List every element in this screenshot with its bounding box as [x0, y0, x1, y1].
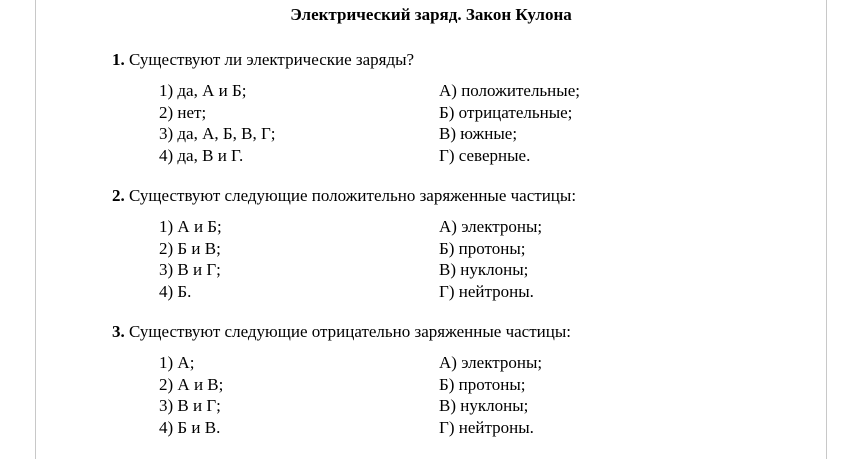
- answer-item: 3) да, А, Б, В, Г;: [159, 124, 276, 143]
- answer-list-1: [159, 80, 276, 166]
- answer-item: 3) В и Г;: [159, 260, 221, 279]
- question-number: 3.: [112, 322, 125, 341]
- answer-item: 2) нет;: [159, 102, 207, 122]
- option-item: В) нуклоны;: [439, 396, 529, 415]
- option-item: А) положительные;: [439, 81, 580, 100]
- page-border-left: [35, 0, 36, 459]
- answer-item: 3) В и Г;: [159, 396, 221, 415]
- question-2: [112, 185, 576, 207]
- answer-item: 1) А и Б;: [159, 217, 222, 236]
- option-item: Г) северные.: [439, 145, 531, 165]
- answer-item: 4) да, В и Г.: [159, 145, 244, 165]
- answer-list-2: [159, 216, 222, 302]
- option-list-1: [439, 80, 580, 166]
- option-item: В) южные;: [439, 124, 518, 143]
- option-item: Г) нейтроны.: [439, 417, 534, 437]
- answer-item: 1) А;: [159, 353, 195, 372]
- page-border-right: [826, 0, 827, 459]
- option-item: Б) отрицательные;: [439, 102, 573, 122]
- answer-item: 2) Б и В;: [159, 238, 221, 258]
- answer-item: 2) А и В;: [159, 374, 224, 394]
- question-1: [112, 49, 414, 71]
- question-text: Существуют ли электрические заряды?: [129, 50, 415, 69]
- answer-item: 4) Б.: [159, 281, 192, 301]
- option-item: А) электроны;: [439, 217, 543, 236]
- answer-item: 1) да, А и Б;: [159, 81, 247, 100]
- option-item: Г) нейтроны.: [439, 281, 534, 301]
- option-list-3: [439, 352, 542, 438]
- question-text: Существуют следующие отрицательно заряженные частицы:: [129, 322, 571, 341]
- option-item: Б) протоны;: [439, 374, 526, 394]
- answer-item: 4) Б и В.: [159, 417, 221, 437]
- question-3: [112, 321, 571, 343]
- option-item: В) нуклоны;: [439, 260, 529, 279]
- question-number: 2.: [112, 186, 125, 205]
- question-text: Существуют следующие положительно заряженные частицы:: [129, 186, 577, 205]
- option-list-2: [439, 216, 542, 302]
- option-item: Б) протоны;: [439, 238, 526, 258]
- document-title: Электрический заряд. Закон Кулона: [290, 5, 572, 24]
- option-item: А) электроны;: [439, 353, 543, 372]
- answer-list-3: [159, 352, 223, 438]
- question-number: 1.: [112, 50, 125, 69]
